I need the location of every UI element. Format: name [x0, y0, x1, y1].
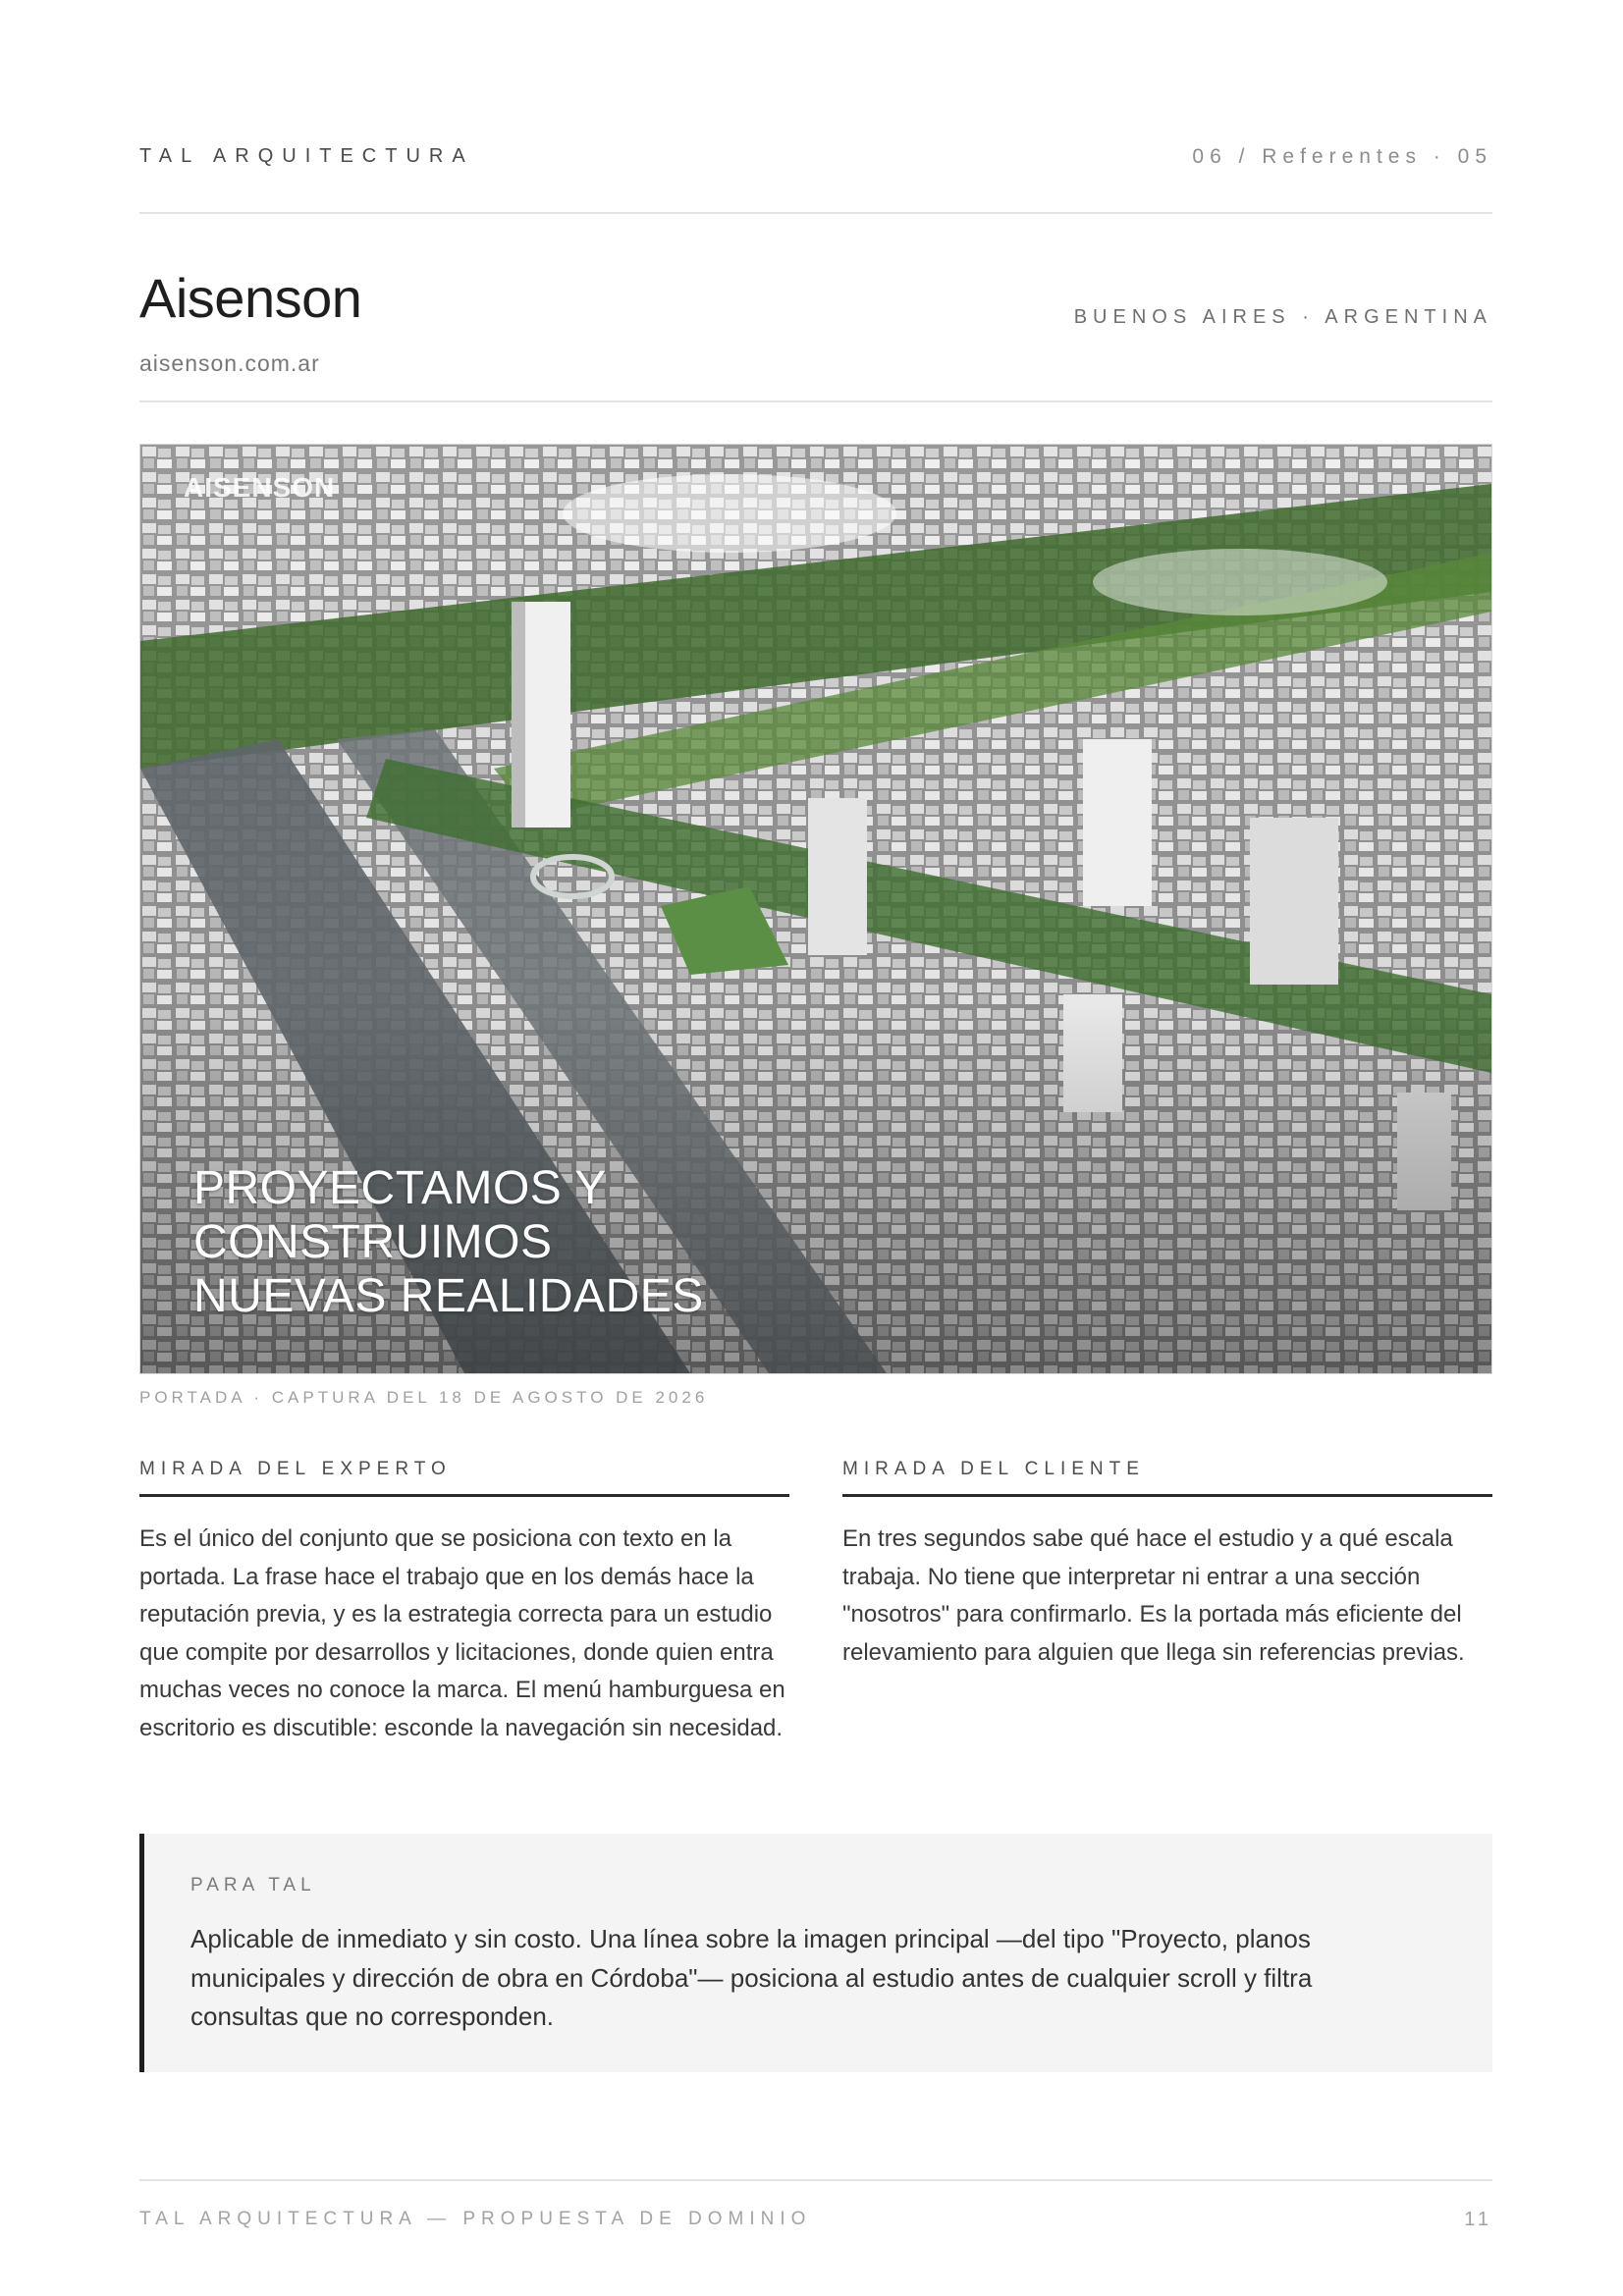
brand-name: TAL ARQUITECTURA	[139, 145, 474, 167]
client-view	[842, 1459, 1492, 1672]
client-view-title: MIRADA DEL CLIENTE	[842, 1459, 1145, 1479]
hero-headline: PROYECTAMOS Y CONSTRUIMOS NUEVAS REALIDADES	[193, 1162, 704, 1322]
footer-divider	[139, 2179, 1492, 2181]
expert-view-text: Es el único del conjunto que se posiciona con texto en la portada. La frase hace el trabajo que en los demás hace la reputación previa, y es la estrategia correcta para un estudio que compite por desarrollos y licitaciones, donde quien entra muchas veces no conoce la marca. El menú hamburguesa en escritorio es discutible: esconde la navegación sin necesidad.	[139, 1525, 785, 1741]
studio-name: Aisenson	[139, 267, 362, 329]
hero-screenshot	[139, 444, 1492, 1374]
studio-location: BUENOS AIRES · ARGENTINA	[1073, 306, 1492, 328]
callout-accent-bar	[139, 1834, 144, 2072]
callout-label: PARA TAL	[190, 1875, 316, 1896]
header-divider	[139, 212, 1492, 214]
expert-view-rule	[139, 1494, 789, 1497]
document-page	[139, 0, 1492, 2296]
title-divider	[139, 400, 1492, 402]
image-caption: PORTADA · CAPTURA DEL 18 DE AGOSTO DE 2026	[139, 1388, 709, 1407]
recommendation-callout	[139, 1834, 1492, 2072]
page-number: 11	[1464, 2209, 1492, 2230]
callout-text: Aplicable de inmediato y sin costo. Una línea sobre la imagen principal —del tipo "Proyecto, planos municipales y dirección de obra en Córdoba"— posiciona al estudio antes de cualquier scroll y filtra consultas que no corresponden.	[190, 1924, 1313, 2031]
expert-view	[139, 1459, 789, 1747]
footer-title: TAL ARQUITECTURA — PROPUESTA DE DOMINIO	[139, 2209, 812, 2229]
expert-view-title: MIRADA DEL EXPERTO	[139, 1459, 452, 1479]
hero-logo: AISENSON	[184, 472, 336, 503]
section-reference: 06 / Referentes · 05	[1192, 145, 1492, 168]
client-view-text: En tres segundos sabe qué hace el estudio y a qué escala trabaja. No tiene que interpretar ni entrar a una sección "nosotros" para confirmarlo. Es la portada más eficiente del relevamiento para alguien que llega sin referencias previas.	[842, 1525, 1465, 1666]
running-header	[139, 145, 1492, 175]
client-view-rule	[842, 1494, 1492, 1497]
studio-url: aisenson.com.ar	[139, 350, 320, 376]
